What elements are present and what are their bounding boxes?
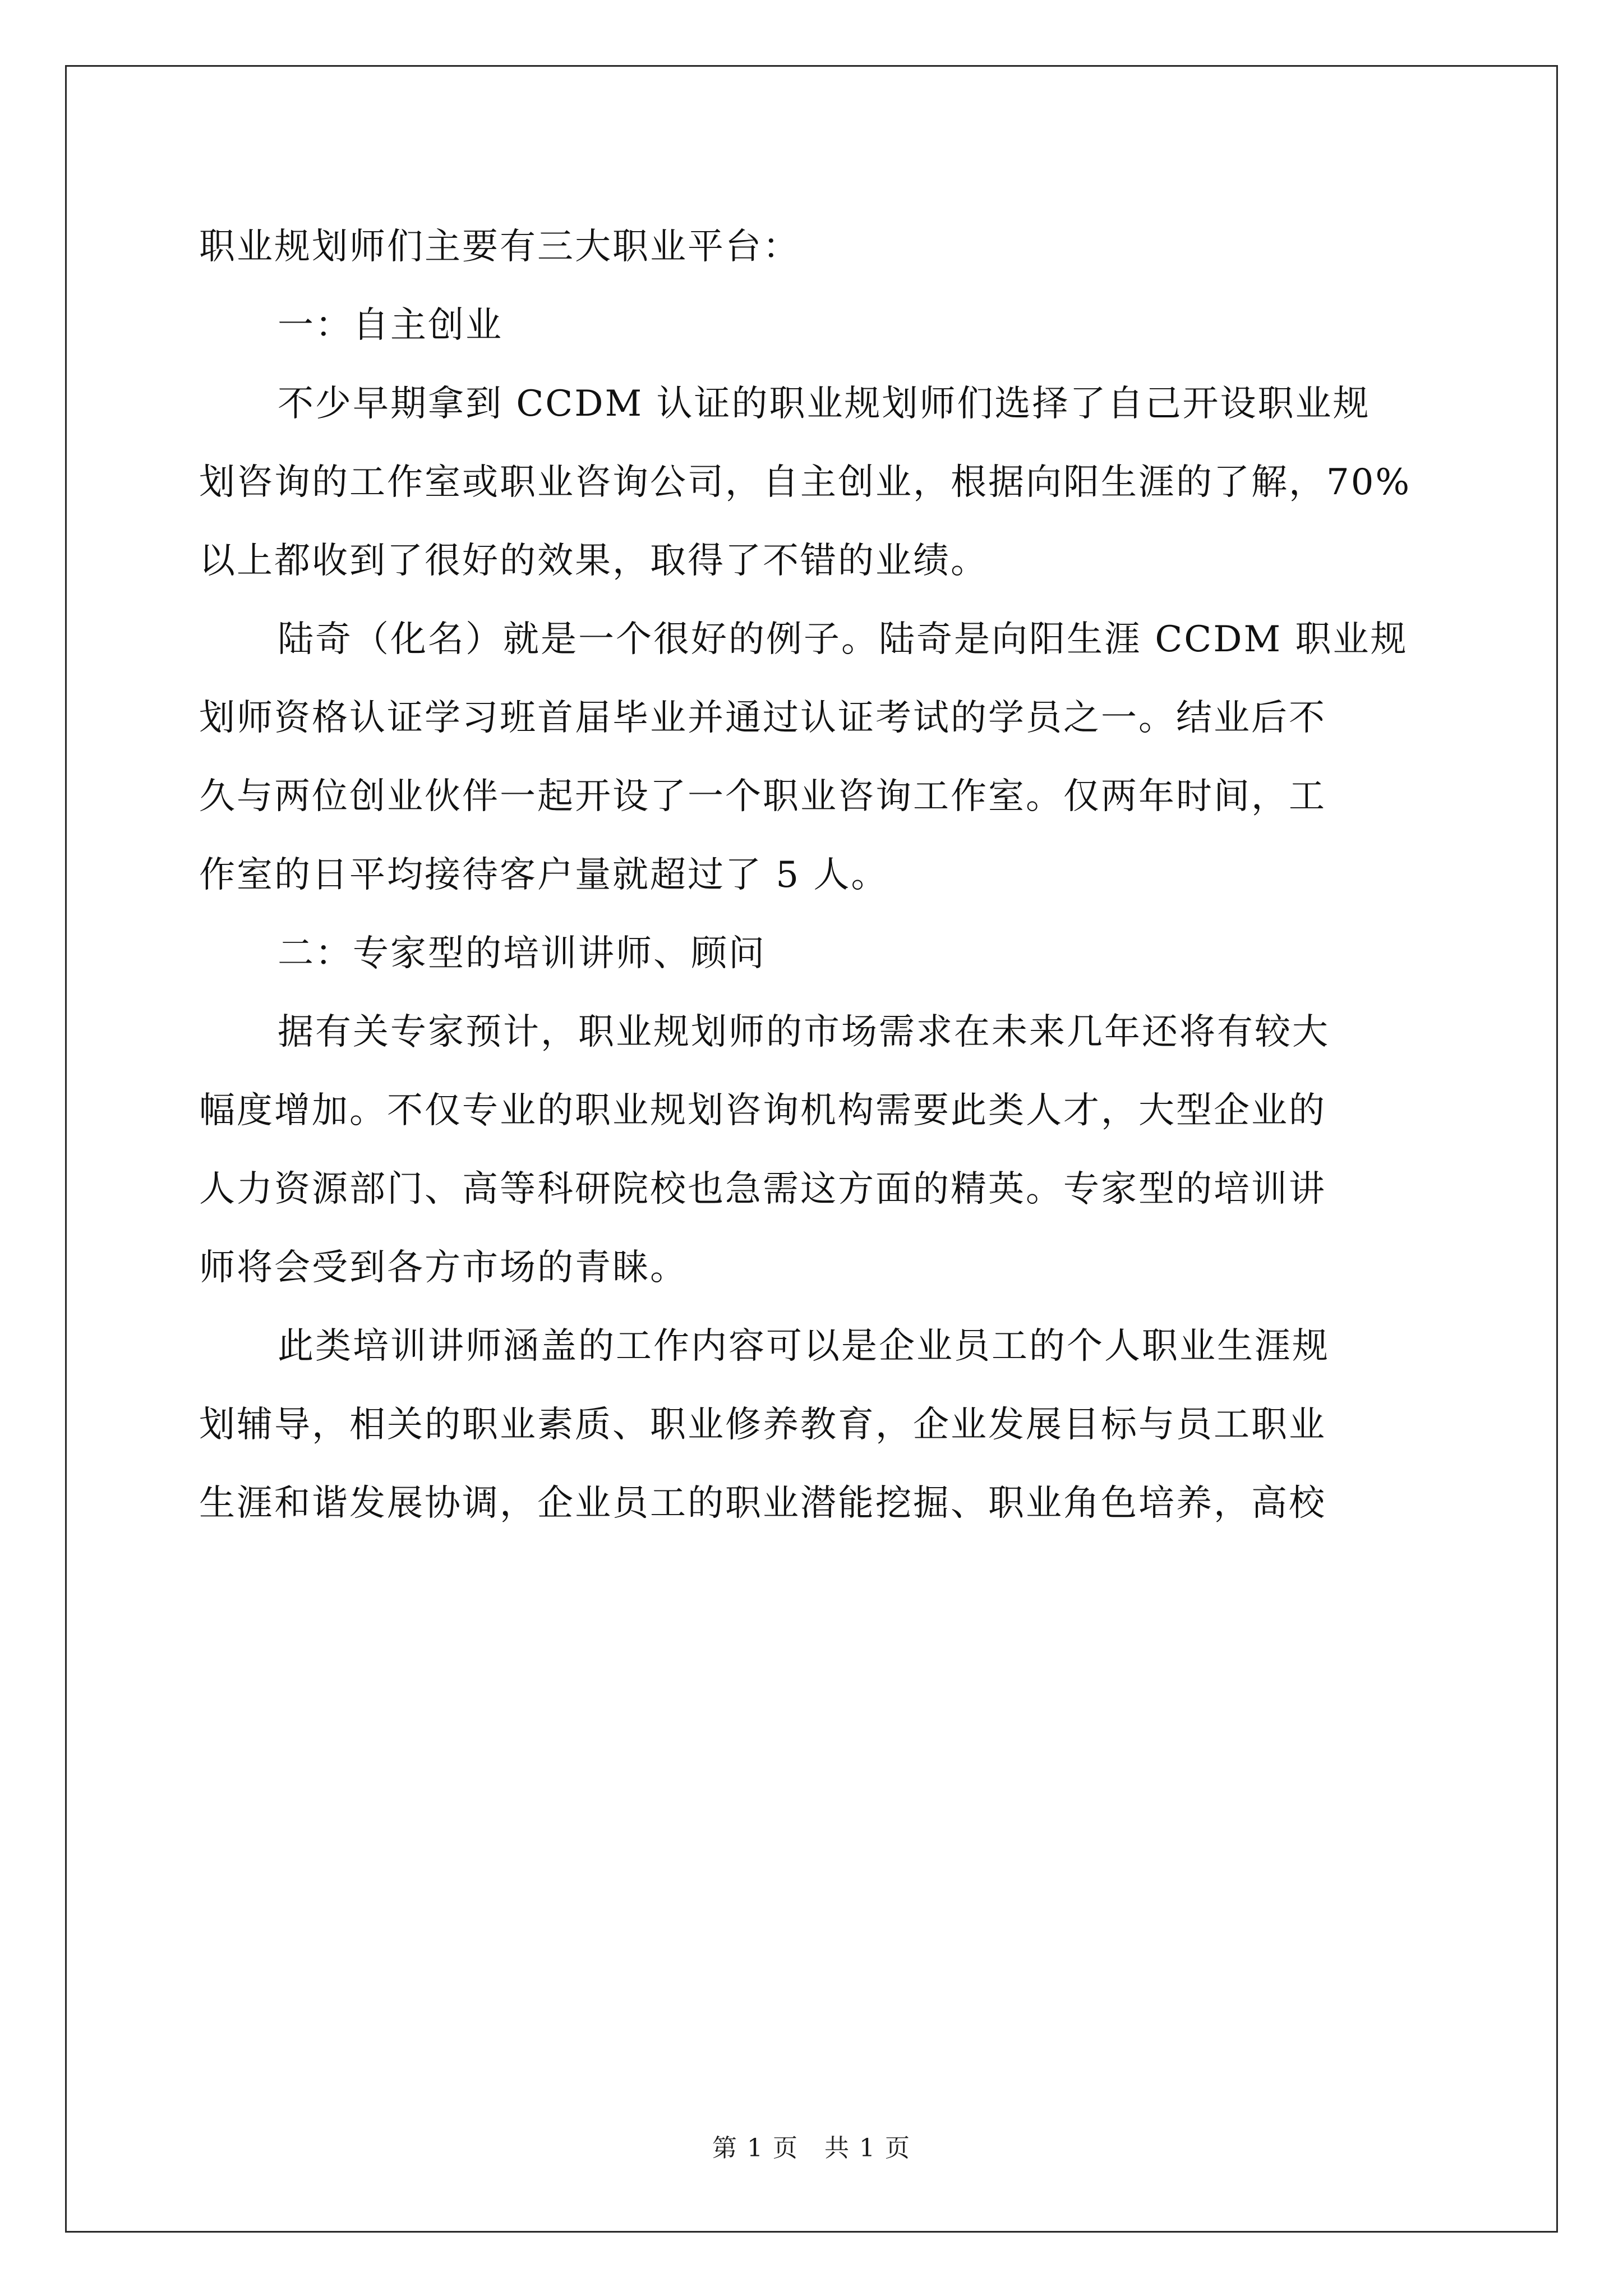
text-line: 以上都收到了很好的效果，取得了不错的业绩。 bbox=[199, 540, 988, 582]
text-line: 二：专家型的培训讲师、顾问 bbox=[278, 933, 766, 974]
paragraph-self-employment bbox=[199, 365, 1433, 600]
text-line: 此类培训讲师涵盖的工作内容可以是企业员工的个人职业生涯规 bbox=[278, 1326, 1330, 1367]
text-line: 久与两位创业伙伴一起开设了一个职业咨询工作室。仅两年时间，工 bbox=[199, 776, 1326, 817]
heading-expert-trainer bbox=[199, 914, 1433, 993]
text-line: 划师资格认证学习班首届毕业并通过认证考试的学员之一。结业后不 bbox=[199, 697, 1326, 739]
paragraph-trainer-scope bbox=[199, 1307, 1433, 1543]
paragraph-market-demand bbox=[199, 993, 1433, 1307]
text-line: 据有关专家预计，职业规划师的市场需求在未来几年还将有较大 bbox=[278, 1011, 1330, 1053]
heading-self-employment bbox=[199, 286, 1433, 365]
text-line: 师将会受到各方市场的青睐。 bbox=[199, 1247, 688, 1289]
page-footer: 第 1 页 共 1 页 bbox=[712, 2134, 911, 2162]
text-line: 划辅导，相关的职业素质、职业修养教育，企业发展目标与员工职业 bbox=[199, 1404, 1326, 1446]
text-line: 陆奇（化名）就是一个很好的例子。陆奇是向阳生涯 CCDM 职业规 bbox=[278, 619, 1408, 660]
text-line: 幅度增加。不仅专业的职业规划咨询机构需要此类人才，大型企业的 bbox=[199, 1090, 1326, 1131]
text-line: 划咨询的工作室或职业咨询公司，自主创业，根据向阳生涯的了解，70% bbox=[199, 462, 1412, 503]
text-line: 一：自主创业 bbox=[278, 305, 503, 346]
text-line: 生涯和谐发展协调，企业员工的职业潜能挖掘、职业角色培养，高校 bbox=[199, 1483, 1326, 1524]
document-body bbox=[199, 208, 1433, 1543]
paragraph-example bbox=[199, 600, 1433, 914]
text-line: 作室的日平均接待客户量就超过了 5 人。 bbox=[199, 854, 889, 896]
text-line: 人力资源部门、高等科研院校也急需这方面的精英。专家型的培训讲 bbox=[199, 1168, 1326, 1210]
text-line: 不少早期拿到 CCDM 认证的职业规划师们选择了自己开设职业规 bbox=[278, 383, 1371, 425]
paragraph-intro bbox=[199, 208, 1433, 286]
text-line: 职业规划师们主要有三大职业平台： bbox=[199, 226, 800, 268]
